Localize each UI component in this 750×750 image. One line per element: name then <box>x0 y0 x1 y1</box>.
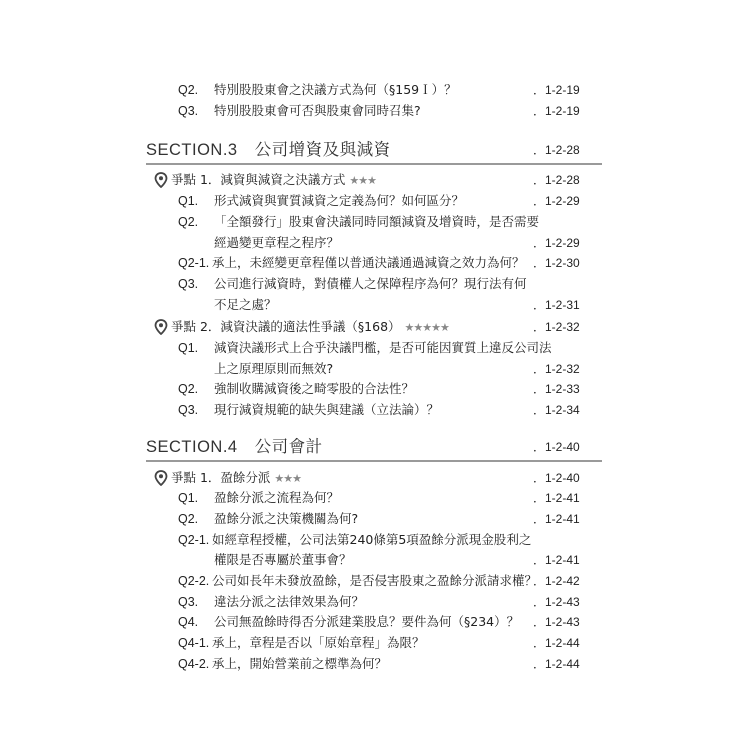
page-number: ．1-2-29 <box>533 236 580 250</box>
toc-entry[interactable] <box>0 509 750 529</box>
toc-entry[interactable] <box>0 191 750 211</box>
question-label: Q4. <box>178 615 199 629</box>
issue-title: 爭點 1．減資與減資之決議方式 ★★★ <box>171 172 377 187</box>
page-number: ．1-2-40 <box>533 440 580 454</box>
question-text: 公司無盈餘時得否分派建業股息？要件為何（§234）？ <box>214 614 520 629</box>
question-label: Q4-1. <box>178 636 210 650</box>
page-number: ．1-2-43 <box>533 595 580 609</box>
toc-entry[interactable] <box>0 654 750 674</box>
page-number: ．1-2-32 <box>533 362 580 376</box>
page-number: ．1-2-41 <box>533 512 580 526</box>
toc-entry[interactable] <box>0 400 750 420</box>
question-label: Q2. <box>178 382 199 396</box>
question-label: Q3. <box>178 277 199 291</box>
question-text: 公司進行減資時，對債權人之保障程序為何？現行法有何 <box>214 276 527 291</box>
page-number: ．1-2-44 <box>533 657 580 671</box>
question-text: 強制收購減資後之畸零股的合法性？ <box>214 381 415 396</box>
question-text: 公司如長年未發放盈餘，是否侵害股東之盈餘分派請求權？ <box>212 573 538 588</box>
question-label: Q1. <box>178 194 199 208</box>
page-number: ．1-2-42 <box>533 574 580 588</box>
question-text-continued: 不足之處？ <box>214 297 277 312</box>
question-label: Q3. <box>178 403 199 417</box>
toc-entry[interactable] <box>0 338 750 358</box>
issue-heading[interactable] <box>0 317 750 337</box>
question-label: Q3. <box>178 595 199 609</box>
toc-entry[interactable] <box>0 571 750 591</box>
toc-entry[interactable] <box>0 80 750 100</box>
question-text: 特別股股東會可否與股東會同時召集? <box>214 103 421 118</box>
section-heading[interactable] <box>146 436 602 458</box>
issue-heading[interactable] <box>0 468 750 488</box>
toc-entry[interactable] <box>0 274 750 294</box>
page-number: ．1-2-41 <box>533 553 580 567</box>
section-title: SECTION.3 公司增資及與減資 <box>146 141 391 159</box>
toc-entry-continuation[interactable] <box>0 295 750 315</box>
question-text: 承上，開始營業前之標準為何？ <box>212 656 388 671</box>
toc-entry[interactable] <box>0 253 750 273</box>
location-pin-icon <box>154 470 168 486</box>
rating-stars: ★★★ <box>274 472 302 485</box>
toc-entry[interactable] <box>0 379 750 399</box>
section-heading[interactable] <box>146 139 602 161</box>
location-pin-icon <box>154 319 168 335</box>
issue-title: 爭點 2．減資決議的適法性爭議（§168） ★★★★★ <box>171 319 449 334</box>
question-label: Q3. <box>178 104 199 118</box>
toc-entry[interactable] <box>0 212 750 232</box>
page-number: ．1-2-28 <box>533 143 580 157</box>
toc-entry[interactable] <box>0 633 750 653</box>
issue-title: 爭點 1．盈餘分派 ★★★ <box>171 470 302 485</box>
issue-heading[interactable] <box>0 170 750 190</box>
rating-stars: ★★★ <box>349 174 377 187</box>
toc-entry[interactable] <box>0 530 750 550</box>
page-number: ．1-2-33 <box>533 382 580 396</box>
question-label: Q2. <box>178 83 199 97</box>
question-label: Q1. <box>178 491 199 505</box>
question-text: 承上，章程是否以「原始章程」為限？ <box>212 635 425 650</box>
question-text: 承上，未經變更章程僅以普通決議通過減資之效力為何？ <box>212 255 525 270</box>
page-number: ．1-2-30 <box>533 256 580 270</box>
page-number: ．1-2-32 <box>533 320 580 334</box>
question-label: Q2-2. <box>178 574 210 588</box>
question-text: 特別股股東會之決議方式為何（§159Ｉ）？ <box>214 82 457 97</box>
toc-entry[interactable] <box>0 612 750 632</box>
question-label: Q1. <box>178 341 199 355</box>
section-title: SECTION.4 公司會計 <box>146 438 323 456</box>
question-text: 盈餘分派之流程為何？ <box>214 490 340 505</box>
question-text: 盈餘分派之決策機關為何? <box>214 511 359 526</box>
question-text: 減資決議形式上合乎決議門檻，是否可能因實質上違反公司法 <box>214 340 552 355</box>
section-divider <box>146 163 602 165</box>
rating-stars: ★★★★★ <box>404 321 449 334</box>
question-label: Q4-2. <box>178 657 210 671</box>
page-number: ．1-2-19 <box>533 83 580 97</box>
question-text-continued: 上之原理原則而無效? <box>214 361 334 376</box>
toc-entry-continuation[interactable] <box>0 550 750 570</box>
question-label: Q2-1. <box>178 256 210 270</box>
page-number: ．1-2-44 <box>533 636 580 650</box>
question-text-continued: 權限是否專屬於董事會？ <box>214 552 352 567</box>
question-text-continued: 經過變更章程之程序？ <box>214 235 340 250</box>
question-text: 現行減資規範的缺失與建議（立法論）？ <box>214 402 440 417</box>
page-number: ．1-2-28 <box>533 173 580 187</box>
page-number: ．1-2-29 <box>533 194 580 208</box>
page-number: ．1-2-40 <box>533 471 580 485</box>
question-label: Q2. <box>178 215 199 229</box>
question-text: 形式減資與實質減資之定義為何？如何區分？ <box>214 193 465 208</box>
question-text: 「全額發行」股東會決議同時同額減資及增資時，是否需要 <box>214 214 540 229</box>
question-label: Q2-1. <box>178 533 210 547</box>
section-divider <box>146 460 602 462</box>
location-pin-icon <box>154 172 168 188</box>
page-number: ．1-2-34 <box>533 403 580 417</box>
toc-entry[interactable] <box>0 592 750 612</box>
question-label: Q2. <box>178 512 199 526</box>
toc-entry[interactable] <box>0 101 750 121</box>
question-text: 違法分派之法律效果為何？ <box>214 594 365 609</box>
page-number: ．1-2-43 <box>533 615 580 629</box>
toc-entry-continuation[interactable] <box>0 233 750 253</box>
page-number: ．1-2-41 <box>533 491 580 505</box>
question-text: 如經章程授權，公司法第240條第5項盈餘分派現金股利之 <box>212 532 532 547</box>
toc-entry-continuation[interactable] <box>0 359 750 379</box>
page-number: ．1-2-31 <box>533 298 580 312</box>
toc-entry[interactable] <box>0 488 750 508</box>
page-number: ．1-2-19 <box>533 104 580 118</box>
